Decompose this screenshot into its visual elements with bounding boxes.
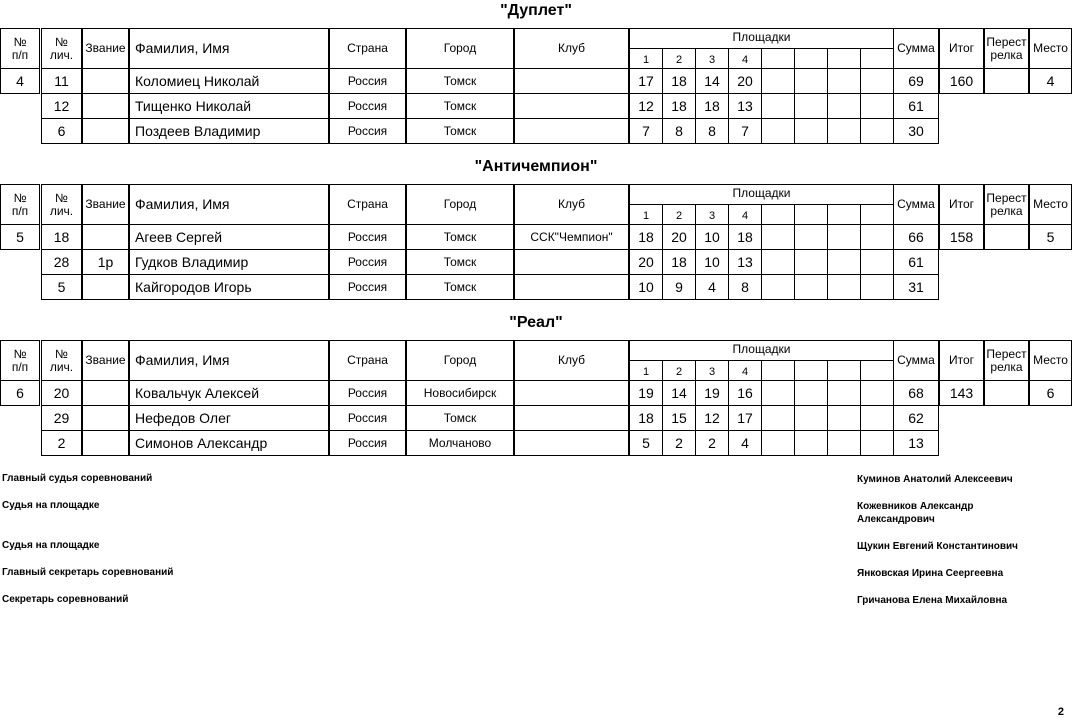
player-sum: 31 xyxy=(893,274,939,300)
player-club xyxy=(514,249,629,275)
header-place: Место xyxy=(1029,28,1072,69)
player-court-score xyxy=(860,405,894,431)
player-country: Россия xyxy=(329,380,406,406)
header-country: Страна xyxy=(329,340,406,381)
player-court-score: 8 xyxy=(728,274,762,300)
header-court-number xyxy=(794,48,828,69)
player-license: 2 xyxy=(41,430,82,456)
player-court-score xyxy=(794,380,828,406)
player-court-score: 19 xyxy=(695,380,729,406)
player-sum: 66 xyxy=(893,224,939,250)
team-title: "Реал" xyxy=(509,314,563,331)
player-court-score xyxy=(761,405,795,431)
header-courts: Площадки xyxy=(629,340,894,361)
player-rank xyxy=(82,405,129,431)
official-name: Щукин Евгений Константинович xyxy=(857,541,1018,552)
player-court-score: 9 xyxy=(662,274,696,300)
player-court-score xyxy=(761,274,795,300)
header-court-number: 2 xyxy=(662,360,696,381)
player-license: 18 xyxy=(41,224,82,250)
official-role: Секретарь соревнований xyxy=(2,594,129,605)
player-club xyxy=(514,68,629,94)
header-court-number xyxy=(761,48,795,69)
player-court-score: 7 xyxy=(728,118,762,144)
player-name: Ковальчук Алексей xyxy=(129,380,329,406)
player-court-score xyxy=(860,68,894,94)
player-city: Томск xyxy=(406,249,514,275)
player-court-score xyxy=(860,249,894,275)
player-court-score xyxy=(794,68,828,94)
player-club xyxy=(514,380,629,406)
player-license: 6 xyxy=(41,118,82,144)
header-country: Страна xyxy=(329,28,406,69)
header-name: Фамилия, Имя xyxy=(129,184,329,225)
player-rank xyxy=(82,430,129,456)
team-playoff xyxy=(984,224,1029,250)
player-license: 12 xyxy=(41,93,82,119)
header-country: Страна xyxy=(329,184,406,225)
header-court-number xyxy=(761,360,795,381)
player-court-score: 2 xyxy=(695,430,729,456)
header-court-number xyxy=(794,360,828,381)
player-sum: 62 xyxy=(893,405,939,431)
header-sum: Сумма xyxy=(893,340,939,381)
player-court-score: 19 xyxy=(629,380,663,406)
player-club xyxy=(514,430,629,456)
header-court-number: 2 xyxy=(662,204,696,225)
header-sum: Сумма xyxy=(893,28,939,69)
player-club xyxy=(514,405,629,431)
player-court-score xyxy=(827,249,861,275)
player-rank xyxy=(82,118,129,144)
player-sum: 30 xyxy=(893,118,939,144)
team-title: "Дуплет" xyxy=(500,2,572,19)
player-rank xyxy=(82,93,129,119)
header-club: Клуб xyxy=(514,28,629,69)
header-playoff: Перест релка xyxy=(984,184,1029,225)
player-court-score: 12 xyxy=(695,405,729,431)
team-number: 4 xyxy=(0,68,40,94)
header-name: Фамилия, Имя xyxy=(129,28,329,69)
header-name: Фамилия, Имя xyxy=(129,340,329,381)
player-court-score: 7 xyxy=(629,118,663,144)
player-license: 28 xyxy=(41,249,82,275)
header-rank: Звание xyxy=(82,28,129,69)
player-country: Россия xyxy=(329,274,406,300)
player-court-score: 2 xyxy=(662,430,696,456)
player-court-score xyxy=(860,224,894,250)
player-court-score: 13 xyxy=(728,93,762,119)
player-court-score xyxy=(827,274,861,300)
header-court-number xyxy=(860,48,894,69)
player-court-score xyxy=(860,118,894,144)
player-court-score xyxy=(860,430,894,456)
player-court-score xyxy=(794,93,828,119)
player-court-score: 5 xyxy=(629,430,663,456)
header-court-number: 3 xyxy=(695,204,729,225)
player-court-score xyxy=(827,430,861,456)
player-court-score xyxy=(761,118,795,144)
header-club: Клуб xyxy=(514,340,629,381)
player-court-score: 18 xyxy=(629,224,663,250)
player-court-score xyxy=(761,249,795,275)
player-country: Россия xyxy=(329,118,406,144)
header-sum: Сумма xyxy=(893,184,939,225)
official-role: Судья на площадке xyxy=(2,540,100,551)
player-rank xyxy=(82,68,129,94)
player-court-score: 10 xyxy=(695,249,729,275)
player-court-score xyxy=(827,118,861,144)
player-city: Томск xyxy=(406,224,514,250)
player-court-score: 20 xyxy=(662,224,696,250)
player-court-score: 18 xyxy=(695,93,729,119)
header-courts: Площадки xyxy=(629,184,894,205)
player-court-score xyxy=(860,93,894,119)
player-court-score: 18 xyxy=(728,224,762,250)
player-court-score: 14 xyxy=(662,380,696,406)
official-role: Главный судья соревнований xyxy=(2,473,153,484)
player-country: Россия xyxy=(329,430,406,456)
header-lic: № лич. xyxy=(41,28,82,69)
player-rank: 1р xyxy=(82,249,129,275)
player-country: Россия xyxy=(329,68,406,94)
player-court-score xyxy=(794,405,828,431)
player-city: Молчаново xyxy=(406,430,514,456)
player-court-score: 18 xyxy=(662,68,696,94)
header-total: Итог xyxy=(939,184,984,225)
header-court-number: 4 xyxy=(728,360,762,381)
header-court-number xyxy=(827,360,861,381)
header-num: № п/п xyxy=(0,184,40,225)
player-court-score xyxy=(761,93,795,119)
team-playoff xyxy=(984,380,1029,406)
header-court-number: 4 xyxy=(728,48,762,69)
player-club xyxy=(514,274,629,300)
header-court-number xyxy=(827,48,861,69)
player-court-score xyxy=(794,118,828,144)
player-country: Россия xyxy=(329,224,406,250)
player-rank xyxy=(82,274,129,300)
player-city: Томск xyxy=(406,274,514,300)
player-country: Россия xyxy=(329,93,406,119)
player-court-score xyxy=(761,380,795,406)
player-court-score: 8 xyxy=(695,118,729,144)
header-city: Город xyxy=(406,28,514,69)
player-court-score: 20 xyxy=(728,68,762,94)
player-name: Гудков Владимир xyxy=(129,249,329,275)
player-city: Томск xyxy=(406,405,514,431)
player-court-score xyxy=(761,224,795,250)
official-name: Янковская Ирина Сеергеевна xyxy=(857,568,1004,579)
player-city: Новосибирск xyxy=(406,380,514,406)
player-court-score xyxy=(794,274,828,300)
team-title: "Античемпион" xyxy=(474,158,598,175)
page-number: 2 xyxy=(1057,706,1064,718)
team-total: 158 xyxy=(939,224,984,250)
player-country: Россия xyxy=(329,249,406,275)
player-name: Кайгородов Игорь xyxy=(129,274,329,300)
player-court-score: 4 xyxy=(728,430,762,456)
header-court-number: 1 xyxy=(629,360,663,381)
player-court-score: 15 xyxy=(662,405,696,431)
header-courts: Площадки xyxy=(629,28,894,49)
player-club xyxy=(514,93,629,119)
player-court-score: 17 xyxy=(629,68,663,94)
header-court-number xyxy=(827,204,861,225)
player-court-score xyxy=(827,380,861,406)
player-name: Поздеев Владимир xyxy=(129,118,329,144)
player-license: 20 xyxy=(41,380,82,406)
header-rank: Звание xyxy=(82,184,129,225)
player-court-score xyxy=(827,68,861,94)
player-court-score: 10 xyxy=(695,224,729,250)
player-court-score xyxy=(794,224,828,250)
player-court-score xyxy=(794,249,828,275)
player-court-score xyxy=(860,274,894,300)
team-number: 6 xyxy=(0,380,40,406)
player-court-score: 17 xyxy=(728,405,762,431)
header-city: Город xyxy=(406,340,514,381)
player-name: Коломиец Николай xyxy=(129,68,329,94)
header-rank: Звание xyxy=(82,340,129,381)
official-name: Куминов Анатолий Алексеевич xyxy=(857,474,1013,485)
player-court-score: 16 xyxy=(728,380,762,406)
official-name: Кожевников Александр Александрович xyxy=(857,501,974,525)
header-place: Место xyxy=(1029,184,1072,225)
player-sum: 13 xyxy=(893,430,939,456)
player-court-score xyxy=(761,430,795,456)
player-court-score xyxy=(860,380,894,406)
team-total: 160 xyxy=(939,68,984,94)
team-place: 4 xyxy=(1029,68,1072,94)
player-court-score xyxy=(827,93,861,119)
player-sum: 61 xyxy=(893,93,939,119)
player-court-score: 18 xyxy=(662,93,696,119)
header-court-number: 3 xyxy=(695,48,729,69)
header-court-number: 3 xyxy=(695,360,729,381)
player-court-score xyxy=(827,405,861,431)
player-sum: 69 xyxy=(893,68,939,94)
player-city: Томск xyxy=(406,68,514,94)
player-court-score: 8 xyxy=(662,118,696,144)
header-court-number xyxy=(794,204,828,225)
header-court-number xyxy=(761,204,795,225)
player-sum: 61 xyxy=(893,249,939,275)
team-playoff xyxy=(984,68,1029,94)
player-court-score: 4 xyxy=(695,274,729,300)
player-name: Агеев Сергей xyxy=(129,224,329,250)
player-license: 29 xyxy=(41,405,82,431)
player-court-score: 12 xyxy=(629,93,663,119)
player-court-score: 18 xyxy=(662,249,696,275)
player-court-score xyxy=(794,430,828,456)
player-court-score: 14 xyxy=(695,68,729,94)
player-court-score xyxy=(761,68,795,94)
header-num: № п/п xyxy=(0,28,40,69)
player-court-score xyxy=(827,224,861,250)
header-court-number xyxy=(860,360,894,381)
header-total: Итог xyxy=(939,340,984,381)
header-city: Город xyxy=(406,184,514,225)
official-name: Гричанова Елена Михайловна xyxy=(857,595,1008,606)
player-rank xyxy=(82,224,129,250)
player-license: 5 xyxy=(41,274,82,300)
header-num: № п/п xyxy=(0,340,40,381)
official-role: Главный секретарь соревнований xyxy=(2,567,174,578)
player-court-score: 10 xyxy=(629,274,663,300)
header-court-number: 2 xyxy=(662,48,696,69)
player-club: ССК"Чемпион" xyxy=(514,224,629,250)
player-court-score: 18 xyxy=(629,405,663,431)
header-club: Клуб xyxy=(514,184,629,225)
team-number: 5 xyxy=(0,224,40,250)
player-court-score: 20 xyxy=(629,249,663,275)
player-sum: 68 xyxy=(893,380,939,406)
player-city: Томск xyxy=(406,93,514,119)
player-club xyxy=(514,118,629,144)
player-license: 11 xyxy=(41,68,82,94)
player-rank xyxy=(82,380,129,406)
player-court-score: 13 xyxy=(728,249,762,275)
player-name: Тищенко Николай xyxy=(129,93,329,119)
header-lic: № лич. xyxy=(41,340,82,381)
header-court-number: 1 xyxy=(629,48,663,69)
team-place: 5 xyxy=(1029,224,1072,250)
player-country: Россия xyxy=(329,405,406,431)
player-name: Симонов Александр xyxy=(129,430,329,456)
header-place: Место xyxy=(1029,340,1072,381)
player-name: Нефедов Олег xyxy=(129,405,329,431)
header-court-number: 1 xyxy=(629,204,663,225)
header-court-number: 4 xyxy=(728,204,762,225)
team-total: 143 xyxy=(939,380,984,406)
header-court-number xyxy=(860,204,894,225)
header-playoff: Перест релка xyxy=(984,28,1029,69)
header-lic: № лич. xyxy=(41,184,82,225)
player-city: Томск xyxy=(406,118,514,144)
official-role: Судья на площадке xyxy=(2,500,100,511)
team-place: 6 xyxy=(1029,380,1072,406)
header-total: Итог xyxy=(939,28,984,69)
header-playoff: Перест релка xyxy=(984,340,1029,381)
